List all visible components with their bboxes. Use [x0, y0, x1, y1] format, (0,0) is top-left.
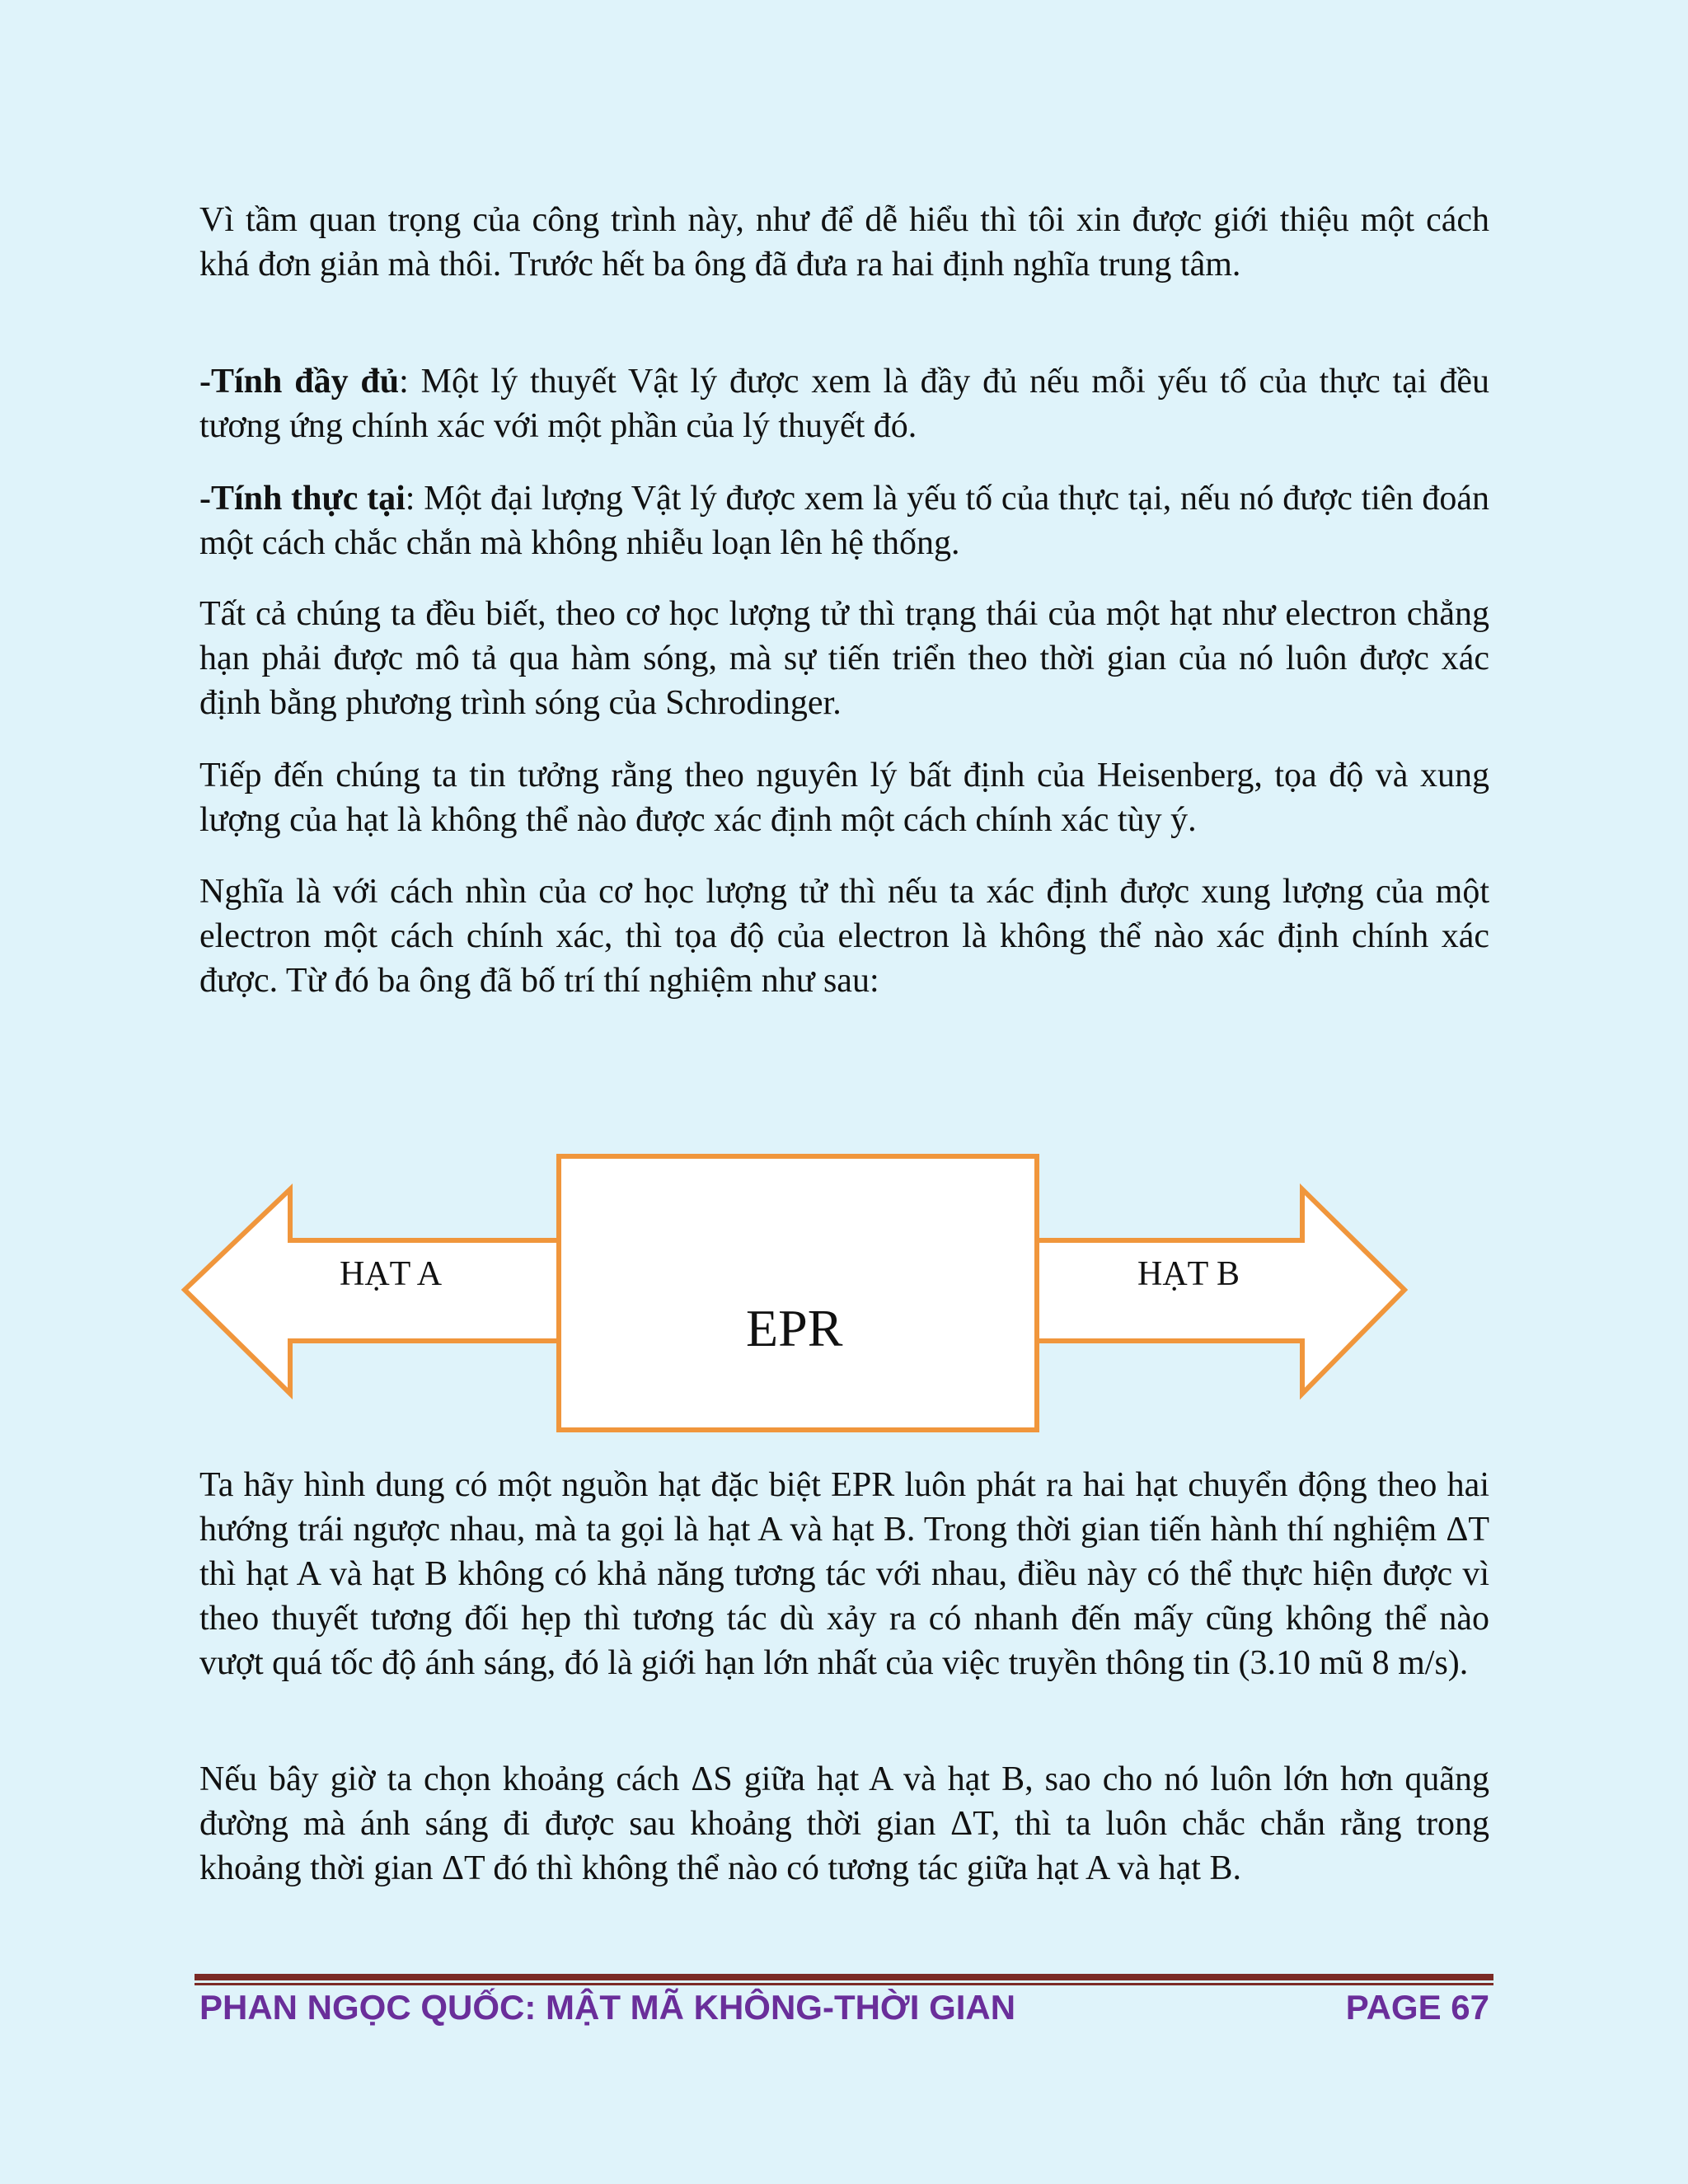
paragraph-distance — [199, 1757, 1489, 1891]
epr-source-box — [559, 1156, 1037, 1430]
paragraph-text: Vì tầm quan trọng của công trình này, như để dễ hiểu thì tôi xin được giới thiệu một cách khá đơn giản mà thôi. Trước hết ba ông đã đưa ra hai định nghĩa trung tâm. — [199, 201, 1489, 284]
page-footer — [199, 1988, 1489, 2037]
paragraph-completeness — [199, 359, 1489, 448]
epr-diagram-graphic — [181, 1150, 1418, 1438]
paragraph-text: Nghĩa là với cách nhìn của cơ học lượng tử thì nếu ta xác định được xung lượng của một electron một cách chính xác, thì tọa độ của electron là không thể nào xác định chính xác được. Từ đó ba ông đã bố trí thí nghiệm như sau: — [199, 873, 1489, 1000]
footer-title: PHAN NGỌC QUỐC: MẬT MÃ KHÔNG-THỜI GIAN — [199, 1988, 1016, 2027]
page-number: PAGE 67 — [1345, 1988, 1489, 2027]
paragraph-reality — [199, 476, 1489, 565]
definition-reality: : Một đại lượng Vật lý được xem là yếu tố của thực tại, nếu nó được tiên đoán một cách chắc chắn mà không nhiễu loạn lên hệ thống. — [199, 480, 1489, 562]
label-hat-a: HẠT A — [340, 1255, 443, 1293]
term-reality: -Tính thực tại — [199, 480, 406, 518]
epr-diagram — [181, 1150, 1418, 1438]
label-hat-b: HẠT B — [1137, 1255, 1240, 1293]
footer-divider — [195, 1974, 1493, 1980]
label-epr-source: EPR — [746, 1299, 843, 1357]
paragraph-heisenberg — [199, 753, 1489, 842]
paragraph-text: Nếu bây giờ ta chọn khoảng cách ΔS giữa hạt A và hạt B, sao cho nó luôn lớn hơn quãng đường mà ánh sáng đi được sau khoảng thời gian ΔT, thì ta luôn chắc chắn rằng trong khoảng thời gian ΔT đó thì không thể nào có tương tác giữa hạt A và hạt B. — [199, 1760, 1489, 1887]
paragraph-wavefunction — [199, 592, 1489, 725]
paragraph-experiment-setup — [199, 869, 1489, 1003]
paragraph-intro — [199, 198, 1489, 287]
definition-completeness: : Một lý thuyết Vật lý được xem là đầy đủ nếu mỗi yếu tố của thực tại đều tương ứng chính xác với một phần của lý thuyết đó. — [199, 363, 1490, 445]
footer-divider-thin — [195, 1983, 1493, 1985]
paragraph-text: Tất cả chúng ta đều biết, theo cơ học lượng tử thì trạng thái của một hạt như electron chẳng hạn phải được mô tả qua hàm sóng, mà sự tiến triển theo thời gian của nó luôn được xác định bằng phương trình sóng của Schrodinger. — [199, 595, 1489, 722]
term-completeness: -Tính đầy đủ — [199, 363, 400, 401]
paragraph-epr-source — [199, 1463, 1489, 1685]
paragraph-text: Tiếp đến chúng ta tin tưởng rằng theo nguyên lý bất định của Heisenberg, tọa độ và xung lượng của hạt là không thể nào được xác định một cách chính xác tùy ý. — [199, 757, 1489, 839]
paragraph-text: Ta hãy hình dung có một nguồn hạt đặc biệt EPR luôn phát ra hai hạt chuyển động theo hai hướng trái ngược nhau, mà ta gọi là hạt A và hạt B. Trong thời gian tiến hành thí nghiệm ΔT thì hạt A và hạt B không có khả năng tương tác với nhau, điều này có thể thực hiện được vì theo thuyết tương đối hẹp thì tương tác dù xảy ra có nhanh đến mấy cũng không thể nào vượt quá tốc độ ánh sáng, đó là giới hạn lớn nhất của việc truyền thông tin (3.10 mũ 8 m/s). — [199, 1466, 1489, 1682]
